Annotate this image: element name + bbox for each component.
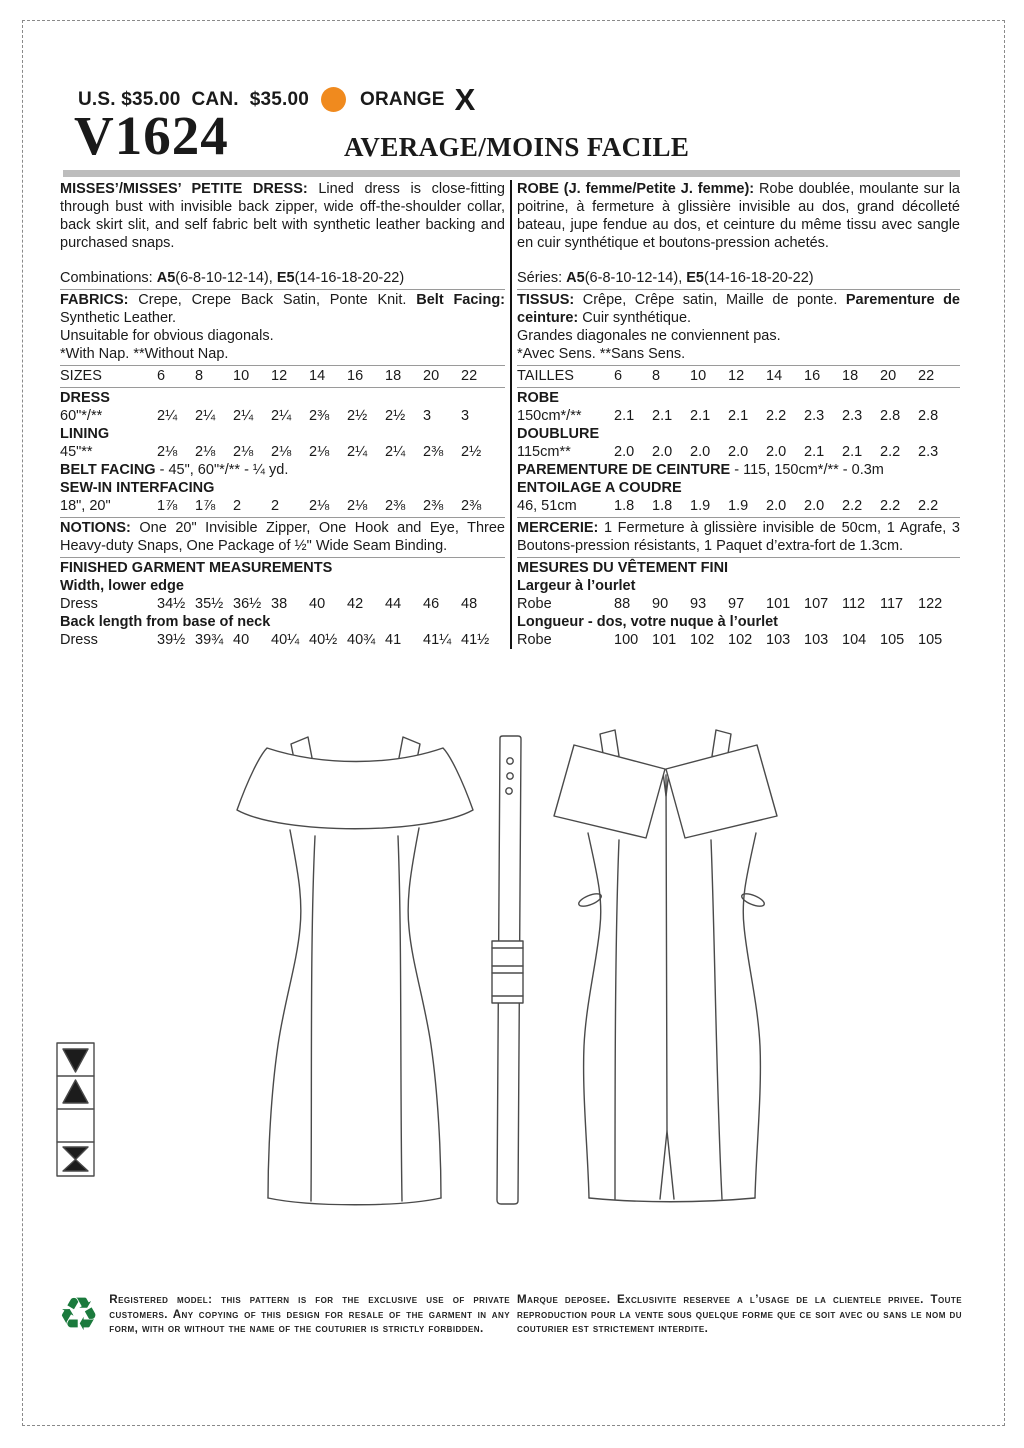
row-value: 2.1 [842, 444, 863, 460]
color-code: X [454, 82, 476, 117]
row-label: Robe [517, 596, 552, 612]
row-value: 2.3 [842, 408, 863, 424]
row-value: 103 [766, 632, 791, 648]
row-value: 40¼ [271, 632, 300, 648]
row-value: 117 [880, 596, 904, 612]
back-seam-left [615, 840, 619, 1199]
unsuitable-note: Unsuitable for obvious diagonals. [60, 328, 274, 344]
row-value: 34½ [157, 596, 186, 612]
nap-note: *With Nap. **Without Nap. [60, 346, 229, 362]
row-value: 2.0 [728, 444, 749, 460]
row-value: 103 [804, 632, 829, 648]
row-value: 2.0 [804, 498, 825, 514]
row-value: 40¾ [347, 632, 376, 648]
row-value: 8 [652, 368, 661, 384]
row-value: 107 [804, 596, 829, 612]
difficulty-rating: AVERAGE/MOINS FACILE [344, 132, 690, 162]
row-value: 2⅛ [233, 444, 254, 460]
row-label: SIZES [60, 368, 102, 384]
row-value: 16 [804, 368, 821, 384]
row-value: 18 [842, 368, 859, 384]
copyright-english-block [58, 1288, 510, 1340]
finished-measurements-title: FINISHED GARMENT MEASUREMENTS [60, 560, 333, 576]
description-label: MISSES’/MISSES’ PETITE DRESS: [60, 181, 308, 197]
copyright-french-block [517, 1292, 962, 1337]
row-value: 20 [423, 368, 440, 384]
triangle-down-icon [63, 1049, 88, 1072]
row-value: 105 [880, 632, 905, 648]
row-value: 2⅛ [271, 444, 292, 460]
row-value: 2.2 [880, 444, 901, 460]
row-value: 2 [233, 498, 242, 514]
footer [58, 1288, 962, 1340]
row-value: 40½ [309, 632, 338, 648]
description-label-fr: ROBE (J. femme/Petite J. femme): [517, 181, 755, 197]
row-value: 12 [728, 368, 745, 384]
row-value: 12 [271, 368, 288, 384]
row-value: 36½ [233, 596, 262, 612]
row-label: 60"*/** [60, 408, 103, 424]
row-value: 2.0 [690, 444, 711, 460]
row-label: 46, 51cm [517, 498, 577, 514]
mercerie-line: MERCERIE: 1 Fermeture à glissière invisible de 50cm, 1 Agrafe, 3 Boutons-pression résistants, 1 Paquet d’extra-fort de 1.3cm. [517, 520, 960, 554]
row-value: 2.1 [652, 408, 673, 424]
row-value: 20 [880, 368, 897, 384]
row-value: 101 [766, 596, 791, 612]
nap-note-fr: *Avec Sens. **Sans Sens. [517, 346, 686, 362]
row-label: 150cm*/** [517, 408, 582, 424]
row-value: 6 [614, 368, 623, 384]
row-value: 14 [309, 368, 326, 384]
row-value: 2.3 [804, 408, 825, 424]
garment-description: MISSES’/MISSES’ PETITE DRESS: Lined dress is close-fitting through bust with invisible back zipper, wide off-the-shoulder collar, back skirt slit, and self fabric belt with synthetic leather backing and purchased snaps. [60, 181, 505, 251]
row-value: 2.2 [918, 498, 939, 514]
dress-front-view [237, 737, 473, 1205]
row-value: 6 [157, 368, 166, 384]
parementure-line: PAREMENTURE DE CEINTURE - 115, 150cm*/** - 0.3m [517, 462, 884, 478]
row-value: 2⅜ [385, 498, 406, 514]
notions-line: NOTIONS: One 20" Invisible Zipper, One Hook and Eye, Three Heavy-duty Snaps, One Package of ½" Wide Seam Binding. [60, 520, 505, 554]
width-heading: Width, lower edge [60, 578, 184, 594]
belt-facing-line: BELT FACING - 45", 60"*/** - ¼ yd. [60, 462, 289, 478]
row-value: 35½ [195, 596, 224, 612]
back-hem [589, 1198, 755, 1202]
row-value: 41½ [461, 632, 490, 648]
row-value: 2⅜ [309, 408, 330, 424]
row-value: 2½ [347, 408, 368, 424]
front-princess-seam-right [398, 836, 402, 1201]
row-value: 2.2 [880, 498, 901, 514]
row-value: 2⅜ [461, 498, 482, 514]
row-value: 10 [690, 368, 707, 384]
front-princess-seam-left [311, 836, 315, 1201]
row-value: 1⅞ [157, 498, 178, 514]
row-value: 112 [842, 596, 866, 612]
row-value: 42 [347, 596, 364, 612]
row-value: 97 [728, 596, 745, 612]
back-collar-right-panel [666, 745, 777, 838]
copyright-english: Registered model: this pattern is for the exclusive use of private customers. Any copying of this design for resale of the garment in any form, with or without the name of the couturier is strictly forbidden. [109, 1293, 510, 1336]
row-value: 40 [233, 632, 250, 648]
row-label: Dress [60, 632, 98, 648]
color-name: ORANGE [360, 88, 445, 110]
center-back-zipper [666, 775, 667, 1131]
row-value: 1.8 [614, 498, 635, 514]
back-slit [660, 1131, 674, 1199]
row-value: 122 [918, 596, 943, 612]
dress-section-label: DRESS [60, 390, 110, 406]
row-label: TAILLES [517, 368, 574, 384]
row-value: 14 [766, 368, 783, 384]
row-value: 18 [385, 368, 402, 384]
series-line: Séries: A5(6-8-10-12-14), E5(14-16-18-20-22) [517, 270, 814, 286]
back-body-right [743, 833, 760, 1198]
lining-section-label: LINING [60, 426, 110, 442]
row-value: 16 [347, 368, 364, 384]
row-value: 2¼ [271, 408, 292, 424]
row-value: 102 [728, 632, 753, 648]
tissus-line: TISSUS: Crêpe, Crêpe satin, Maille de ponte. Parementure de ceinture: Cuir synthétique. [517, 292, 960, 326]
row-value: 2.3 [918, 444, 939, 460]
row-value: 93 [690, 596, 707, 612]
garment-description-fr: ROBE (J. femme/Petite J. femme): Robe doublée, moulante sur la poitrine, à fermeture à glissière invisible au dos, grand décolleté bateau, jupe fendue au dos, et ceinture du même tissu avec sangle en cuir synthétique et boutons-pression achetés. [517, 181, 960, 251]
largeur-heading: Largeur à l’ourlet [517, 578, 636, 594]
row-value: 38 [271, 596, 288, 612]
row-value: 2 [271, 498, 280, 514]
row-value: 1.8 [652, 498, 673, 514]
row-label: 45"** [60, 444, 93, 460]
row-value: 2¼ [347, 444, 368, 460]
row-value: 39½ [157, 632, 186, 648]
row-value: 2⅛ [309, 444, 330, 460]
belt-side-view [492, 736, 523, 1204]
row-label: Robe [517, 632, 552, 648]
row-value: 3 [461, 408, 470, 424]
row-value: 2.0 [652, 444, 673, 460]
price-text: U.S. $35.00 CAN. $35.00 [78, 88, 310, 110]
row-value: 2⅜ [423, 444, 444, 460]
row-value: 2.1 [728, 408, 749, 424]
nap-symbol-key [57, 1043, 94, 1176]
back-body-left [584, 833, 601, 1198]
row-value: 8 [195, 368, 204, 384]
row-value: 39¾ [195, 632, 224, 648]
front-hem [268, 1198, 441, 1205]
row-value: 2⅛ [195, 444, 216, 460]
row-value: 100 [614, 632, 639, 648]
row-value: 2.0 [614, 444, 635, 460]
hourglass-icon [63, 1147, 88, 1160]
entoilage-section-label: ENTOILAGE A COUDRE [517, 480, 682, 496]
row-value: 2.1 [614, 408, 635, 424]
length-heading: Back length from base of neck [60, 614, 271, 630]
row-value: 2.0 [766, 444, 787, 460]
row-value: 101 [652, 632, 677, 648]
row-value: 2.1 [804, 444, 825, 460]
row-value: 88 [614, 596, 631, 612]
hourglass-icon [63, 1160, 88, 1172]
row-label: Dress [60, 596, 98, 612]
row-value: 90 [652, 596, 669, 612]
row-value: 1⅞ [195, 498, 216, 514]
front-body-right [408, 828, 441, 1198]
unsuitable-note-fr: Grandes diagonales ne conviennent pas. [517, 328, 781, 344]
dress-back-view [554, 730, 777, 1202]
front-collar [237, 748, 473, 829]
row-value: 2⅛ [157, 444, 178, 460]
triangle-up-icon [63, 1080, 88, 1103]
row-value: 2.2 [766, 408, 787, 424]
row-label: 115cm** [517, 444, 571, 460]
row-label: 18", 20" [60, 498, 111, 514]
row-value: 41¼ [423, 632, 452, 648]
row-value: 2¼ [195, 408, 216, 424]
back-seam-right [711, 840, 722, 1199]
longueur-heading: Longueur - dos, votre nuque à l’ourlet [517, 614, 779, 630]
row-value: 2.1 [690, 408, 711, 424]
row-value: 48 [461, 596, 478, 612]
row-value: 40 [309, 596, 326, 612]
row-value: 44 [385, 596, 402, 612]
row-value: 2¼ [233, 408, 254, 424]
front-body-left [268, 830, 301, 1198]
row-value: 1.9 [690, 498, 711, 514]
row-value: 104 [842, 632, 867, 648]
row-value: 2½ [385, 408, 406, 424]
row-value: 10 [233, 368, 250, 384]
recycle-icon: ♻ [58, 1288, 100, 1340]
row-value: 105 [918, 632, 943, 648]
row-value: 1.9 [728, 498, 749, 514]
back-tie-left [577, 891, 603, 909]
fabrics-line: FABRICS: Crepe, Crepe Back Satin, Ponte Knit. Belt Facing: Synthetic Leather. [60, 292, 506, 326]
belt-keeper [492, 941, 523, 1003]
row-value: 2⅛ [309, 498, 330, 514]
doublure-section-label: DOUBLURE [517, 426, 600, 442]
row-value: 2.8 [918, 408, 939, 424]
pattern-number: V1624 [74, 105, 229, 166]
robe-section-label: ROBE [517, 390, 559, 406]
combinations-line: Combinations: A5(6-8-10-12-14), E5(14-16-18-20-22) [60, 270, 405, 286]
mesures-title: MESURES DU VÊTEMENT FINI [517, 560, 729, 576]
row-value: 2.2 [842, 498, 863, 514]
back-collar-left-panel [554, 745, 665, 838]
row-value: 22 [918, 368, 935, 384]
row-value: 2⅜ [423, 498, 444, 514]
row-value: 22 [461, 368, 478, 384]
row-value: 2½ [461, 444, 482, 460]
copyright-french: Marque deposee. Exclusivite reservee a l’usage de la clientele privee. Toute reproduction pour la vente sous quelque forme que ce soit avec ou sans le nom du couturier est strictement interdite. [517, 1293, 962, 1336]
row-value: 102 [690, 632, 715, 648]
row-value: 3 [423, 408, 432, 424]
interfacing-section-label: SEW-IN INTERFACING [60, 480, 215, 496]
row-value: 46 [423, 596, 440, 612]
row-value: 2¼ [157, 408, 178, 424]
row-value: 2.8 [880, 408, 901, 424]
row-value: 2.0 [766, 498, 787, 514]
row-value: 2¼ [385, 444, 406, 460]
row-value: 2⅛ [347, 498, 368, 514]
row-value: 41 [385, 632, 402, 648]
